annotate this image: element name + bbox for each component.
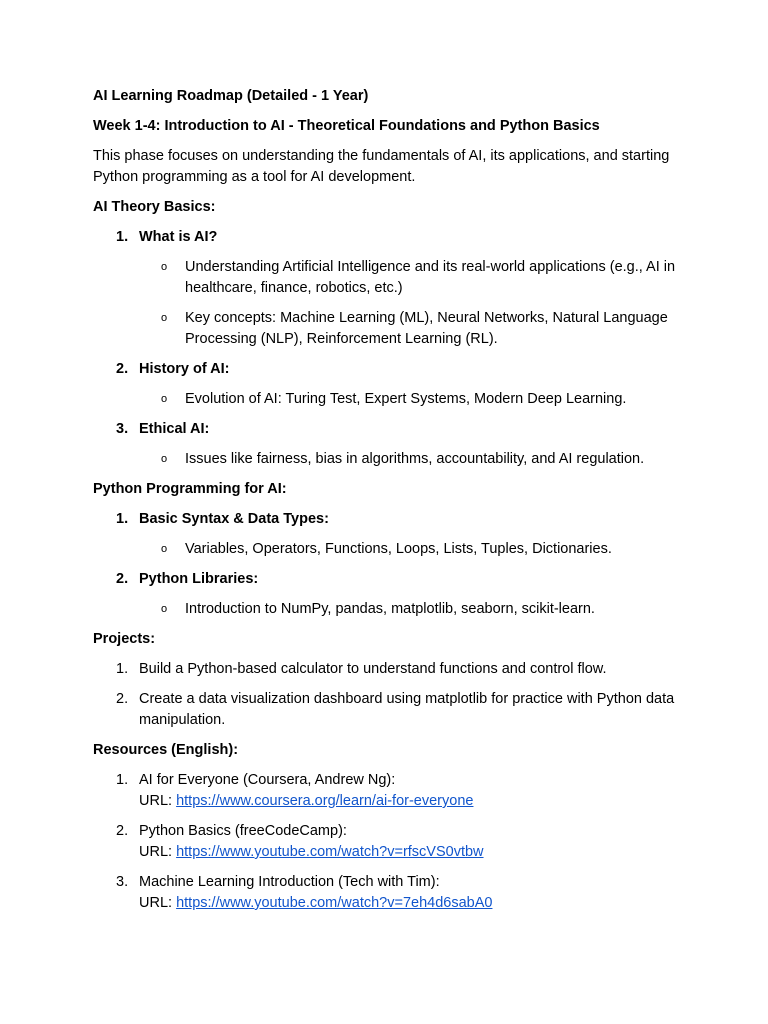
python-list xyxy=(93,509,688,620)
sub-item-text: Issues like fairness, bias in algorithms, accountability, and AI regulation. xyxy=(185,451,645,467)
theory-item-ethical xyxy=(93,419,688,470)
resource-url-line xyxy=(139,791,688,812)
sub-item-text: Understanding Artificial Intelligence and its real-world applications (e.g., AI in healthcare, finance, robotics, etc.) xyxy=(185,259,676,296)
sub-list xyxy=(139,449,688,470)
theory-item-label: What is AI? xyxy=(139,229,218,245)
resource-url-line xyxy=(139,893,688,914)
list-number: 1. xyxy=(116,229,129,245)
theory-item-what-is-ai xyxy=(93,227,688,350)
list-number: 1. xyxy=(116,511,129,527)
circle-bullet-icon: o xyxy=(161,312,168,324)
resource-url-line xyxy=(139,842,688,863)
python-item-label: Python Libraries: xyxy=(139,571,259,587)
sub-item-text: Evolution of AI: Turing Test, Expert Systems, Modern Deep Learning. xyxy=(185,391,627,407)
project-text: Build a Python-based calculator to understand functions and control flow. xyxy=(139,661,607,677)
list-number: 3. xyxy=(116,421,129,437)
resource-item xyxy=(93,872,688,914)
coursera-link[interactable]: https://www.coursera.org/learn/ai-for-everyone xyxy=(176,793,474,809)
sub-list-item xyxy=(139,308,688,350)
freecodecamp-link[interactable]: https://www.youtube.com/watch?v=rfscVS0vtbw xyxy=(176,844,484,860)
resources-heading: Resources (English): xyxy=(93,742,239,758)
python-item-syntax xyxy=(93,509,688,560)
project-item xyxy=(93,689,688,731)
resource-name: Machine Learning Introduction (Tech with Tim): xyxy=(139,874,440,890)
circle-bullet-icon: o xyxy=(161,543,168,555)
python-heading: Python Programming for AI: xyxy=(93,481,287,497)
url-prefix: URL: xyxy=(139,844,173,860)
sub-item-text: Introduction to NumPy, pandas, matplotlib, seaborn, scikit-learn. xyxy=(185,601,595,617)
theory-heading: AI Theory Basics: xyxy=(93,199,216,215)
sub-list-item xyxy=(139,449,688,470)
url-prefix: URL: xyxy=(139,793,173,809)
sub-list-item xyxy=(139,389,688,410)
document-title: AI Learning Roadmap (Detailed - 1 Year) xyxy=(93,88,369,104)
sub-item-text: Variables, Operators, Functions, Loops, Lists, Tuples, Dictionaries. xyxy=(185,541,612,557)
resources-list xyxy=(93,770,688,914)
python-item-libraries xyxy=(93,569,688,620)
resource-item xyxy=(93,770,688,812)
theory-item-label: History of AI: xyxy=(139,361,230,377)
week-heading: Week 1-4: Introduction to AI - Theoretical Foundations and Python Basics xyxy=(93,118,600,134)
list-number: 1. xyxy=(116,661,129,677)
list-number: 1. xyxy=(116,772,129,788)
resource-name: Python Basics (freeCodeCamp): xyxy=(139,823,347,839)
circle-bullet-icon: o xyxy=(161,603,168,615)
tech-with-tim-link[interactable]: https://www.youtube.com/watch?v=7eh4d6sabA0 xyxy=(176,895,493,911)
circle-bullet-icon: o xyxy=(161,453,168,465)
theory-item-history xyxy=(93,359,688,410)
list-number: 3. xyxy=(116,874,129,890)
circle-bullet-icon: o xyxy=(161,261,168,273)
list-number: 2. xyxy=(116,823,129,839)
resource-item xyxy=(93,821,688,863)
sub-list xyxy=(139,599,688,620)
list-number: 2. xyxy=(116,691,129,707)
list-number: 2. xyxy=(116,571,129,587)
sub-list-item xyxy=(139,599,688,620)
sub-item-text: Key concepts: Machine Learning (ML), Neural Networks, Natural Language Processing (NLP), Reinforcement Learning (RL). xyxy=(185,310,668,347)
sub-list-item xyxy=(139,257,688,299)
resource-name: AI for Everyone (Coursera, Andrew Ng): xyxy=(139,772,396,788)
url-prefix: URL: xyxy=(139,895,173,911)
project-item xyxy=(93,659,688,680)
sub-list xyxy=(139,539,688,560)
sub-list xyxy=(139,389,688,410)
python-item-label: Basic Syntax & Data Types: xyxy=(139,511,329,527)
list-number: 2. xyxy=(116,361,129,377)
sub-list-item xyxy=(139,539,688,560)
circle-bullet-icon: o xyxy=(161,393,168,405)
project-text: Create a data visualization dashboard using matplotlib for practice with Python data manipulation. xyxy=(139,691,675,728)
theory-list xyxy=(93,227,688,470)
projects-heading: Projects: xyxy=(93,631,156,647)
sub-list xyxy=(139,257,688,350)
intro-paragraph: This phase focuses on understanding the fundamentals of AI, its applications, and starting Python programming as a tool for AI development. xyxy=(93,148,670,185)
theory-item-label: Ethical AI: xyxy=(139,421,210,437)
projects-list xyxy=(93,659,688,731)
